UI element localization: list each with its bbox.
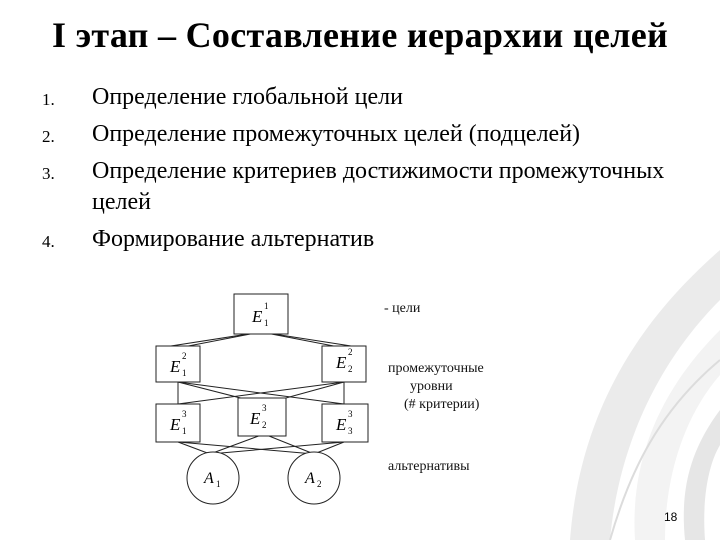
level2-right-node-superscript: 2 [348, 347, 353, 357]
alternative-1-node [187, 452, 239, 504]
step-item-1 [40, 82, 680, 113]
step-number-2: 2. [42, 127, 55, 146]
level3-left-node-subscript: 1 [182, 426, 187, 436]
legend-intermediate-line3: (# критерии) [404, 397, 480, 412]
goal-node-superscript: 1 [264, 301, 269, 311]
page-number: 18 [664, 510, 678, 524]
level2-left-node-superscript: 2 [182, 351, 187, 361]
step-text-4: Формирование альтернатив [92, 226, 375, 252]
alternative-2-subscript: 2 [317, 479, 322, 489]
step-item-4 [40, 224, 680, 255]
step-item-2 [40, 119, 680, 150]
goal-node-subscript: 1 [264, 318, 269, 328]
level2-right-node-label: E [336, 353, 347, 372]
legend-intermediate-line2: уровни [410, 379, 453, 394]
level2-right-node-subscript: 2 [348, 364, 353, 374]
steps-list [40, 82, 680, 261]
level3-left-node [156, 404, 200, 442]
level2-right-node [322, 346, 366, 382]
level3-right-node-superscript: 3 [348, 409, 353, 419]
level2-left-node-label: E [170, 357, 181, 376]
alternative-1-subscript: 1 [216, 479, 221, 489]
level3-middle-node-label: E [250, 409, 261, 428]
level3-right-node [322, 404, 368, 442]
goal-node [234, 294, 288, 334]
slide-title: I этап – Составление иерархии целей [51, 15, 669, 55]
alternative-2-label: A [305, 470, 315, 487]
alternative-2-node [288, 452, 340, 504]
step-number-4: 4. [42, 232, 55, 251]
legend-goals: - цели [384, 301, 421, 316]
step-text-1: Определение глобальной цели [92, 84, 403, 110]
level3-left-node-label: E [170, 415, 181, 434]
level2-left-node [156, 346, 200, 382]
level3-right-node-subscript: 3 [348, 426, 353, 436]
level3-right-node-label: E [336, 415, 347, 434]
step-text-3: Определение критериев достижимости промежуточных целей [92, 158, 665, 215]
goal-hierarchy-diagram [148, 286, 522, 510]
step-item-3 [40, 156, 680, 218]
level3-left-node-superscript: 3 [182, 409, 187, 419]
step-number-3: 3. [42, 164, 55, 183]
level3-middle-node [238, 398, 286, 436]
step-text-2: Определение промежуточных целей (подцелей) [92, 121, 581, 147]
legend-alternatives: альтернативы [388, 459, 470, 474]
goal-node-label: E [252, 307, 263, 326]
legend-intermediate-line1: промежуточные [388, 361, 484, 376]
alternative-1-label: A [204, 470, 214, 487]
level3-middle-node-superscript: 3 [262, 403, 267, 413]
level2-left-node-subscript: 1 [182, 368, 187, 378]
step-number-1: 1. [42, 90, 55, 109]
level3-middle-node-subscript: 2 [262, 420, 267, 430]
